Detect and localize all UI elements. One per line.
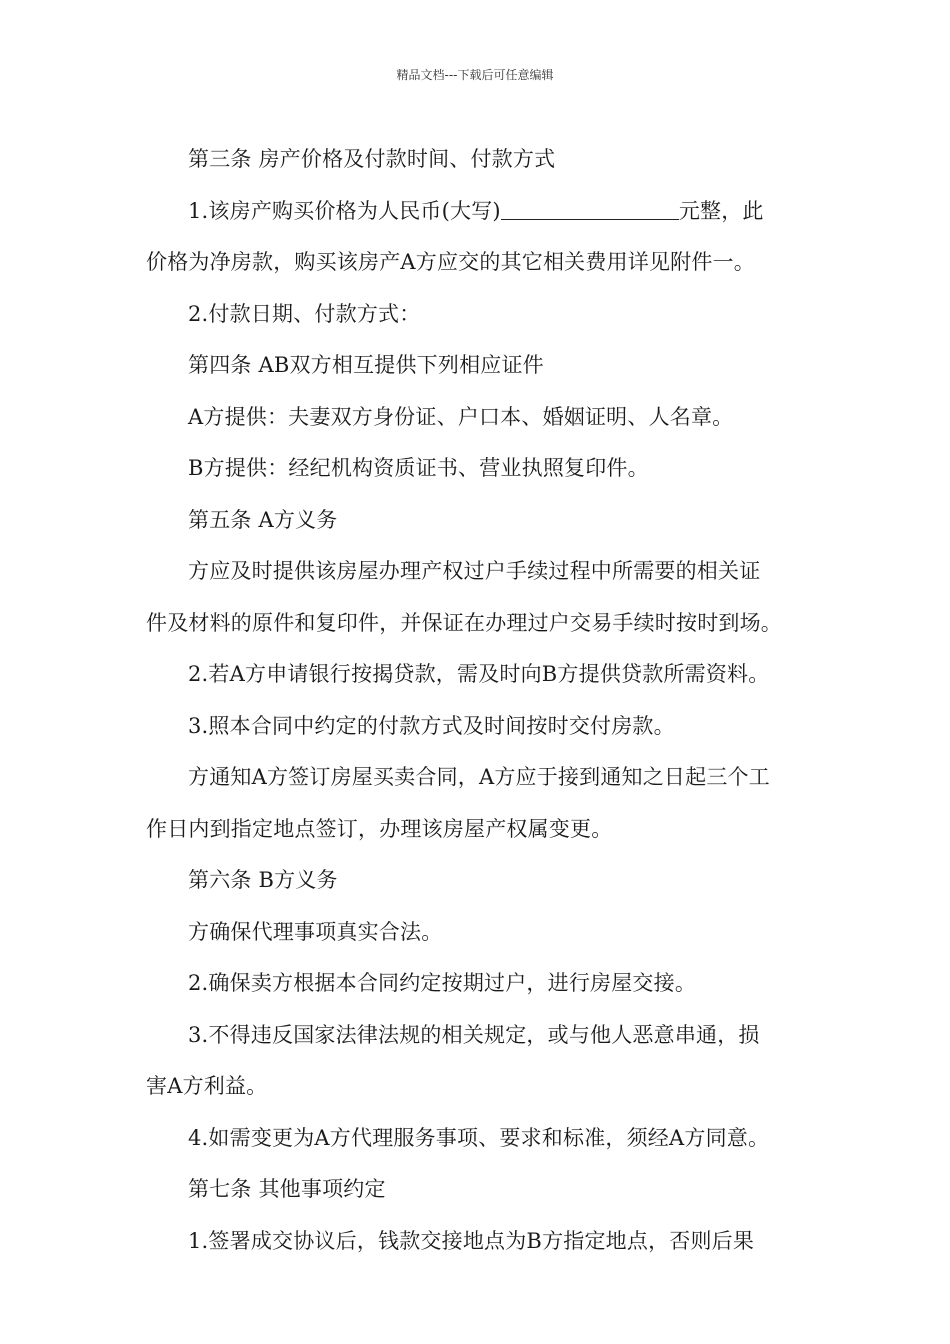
article-7-heading: 第七条 其他事项约定: [188, 1177, 386, 1201]
article-5-item-4-line-1: 方通知A方签订房屋买卖合同，A方应于接到通知之日起三个工: [188, 765, 770, 789]
article-3-item-2: 2.付款日期、付款方式：: [188, 301, 421, 326]
article-6-item-3-line-2: 害A方利益。: [146, 1074, 268, 1098]
article-5-item-2: 2.若A方申请银行按揭贷款，需及时向B方提供贷款所需资料。: [188, 662, 770, 686]
article-3-item-1-line-1: [146, 186, 808, 238]
article-5-item-1-line-1: 方应及时提供该房屋办理产权过户手续过程中所需要的相关证: [188, 559, 761, 583]
article-6-heading: 第六条 B方义务: [188, 868, 338, 892]
document-body: [146, 134, 808, 1267]
article-4-party-a: A方提供：夫妻双方身份证、户口本、婚姻证明、人名章。: [188, 404, 734, 429]
article-6-item-2: 2.确保卖方根据本合同约定按期过户，进行房屋交接。: [188, 971, 697, 995]
article-6-item-1: 方确保代理事项真实合法。: [188, 919, 443, 944]
price-clause-suffix: 元整，此: [678, 198, 764, 223]
article-6-item-4: 4.如需变更为A方代理服务事项、要求和标准，须经A方同意。: [188, 1125, 770, 1150]
article-7-item-1: 1.签署成交协议后，钱款交接地点为B方指定地点，否则后果: [188, 1228, 755, 1253]
article-5-heading: 第五条 A方义务: [188, 507, 338, 532]
page-header: 精品文档---下载后可任意编辑: [396, 68, 554, 82]
article-3-item-1-line-2: 价格为净房款，购买该房产A方应交的其它相关费用详见附件一。: [146, 250, 755, 274]
article-6-item-3-line-1: 3.不得违反国家法律法规的相关规定，或与他人恶意串通，损: [188, 1022, 760, 1047]
article-5-item-4-line-2: 作日内到指定地点签订，办理该房屋产权属变更。: [146, 816, 613, 841]
article-4-party-b: B方提供：经纪机构资质证书、营业执照复印件。: [188, 456, 649, 480]
article-5-item-3: 3.照本合同中约定的付款方式及时间按时交付房款。: [188, 713, 675, 738]
article-5-item-1-line-2: 件及材料的原件和复印件，并保证在办理过户交易手续时按时到场。: [146, 610, 782, 635]
price-blank-line: [501, 197, 679, 220]
article-3-heading: 第三条 房产价格及付款时间、付款方式: [188, 147, 556, 171]
article-4-heading: 第四条 AB双方相互提供下列相应证件: [188, 353, 544, 377]
price-clause-text: 1.该房产购买价格为人民币(大写): [188, 198, 501, 223]
